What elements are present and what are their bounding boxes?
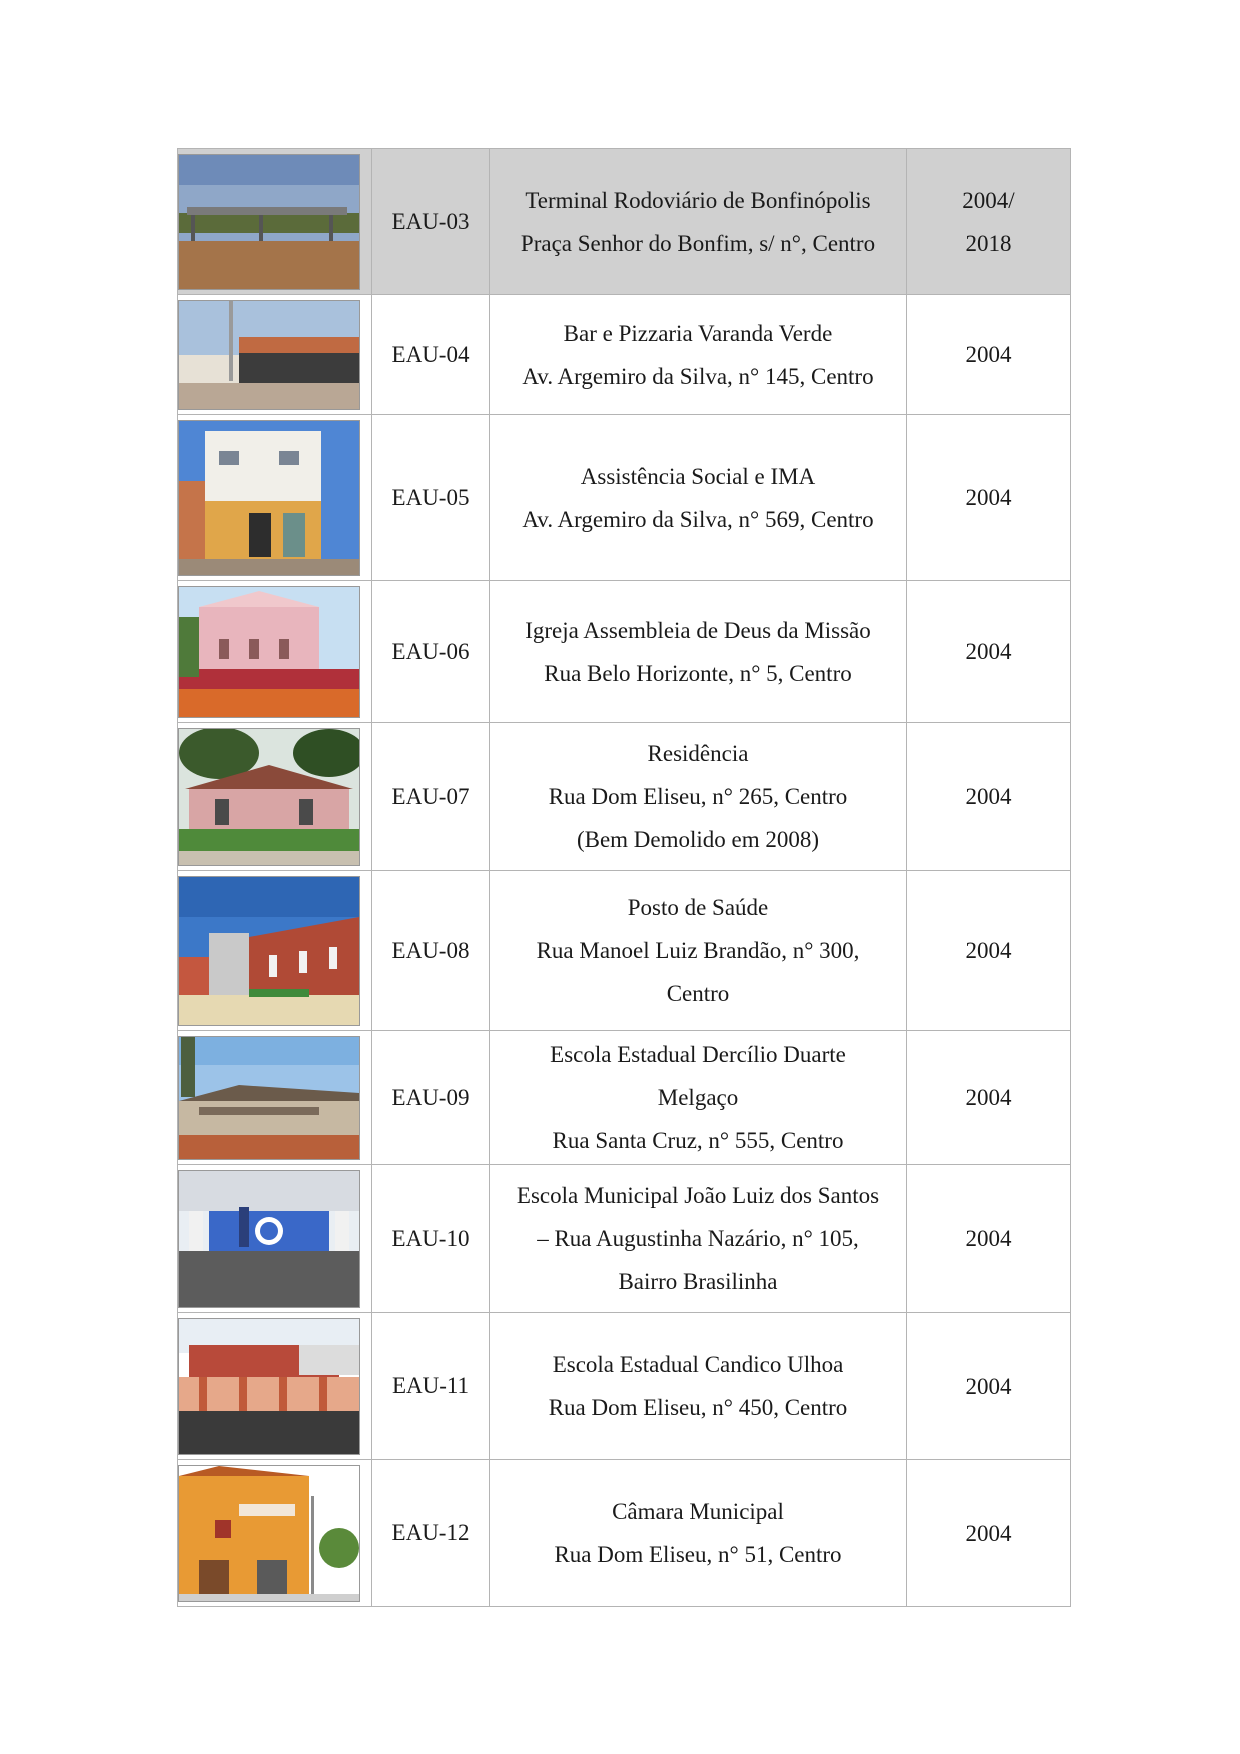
asset-code: EAU-05 [372,415,490,581]
registration-year [907,871,1071,1031]
school-photo [178,1036,360,1160]
asset-code: EAU-10 [372,1165,490,1313]
asset-code: EAU-04 [372,295,490,415]
description-line: Terminal Rodoviário de Bonfinópolis [525,187,871,213]
asset-code: EAU-07 [372,723,490,871]
bus-terminal-photo [178,154,360,290]
year-line: 2004 [965,1226,1012,1251]
table-row [178,581,1071,723]
asset-code: EAU-06 [372,581,490,723]
table-row [178,149,1071,295]
asset-description [490,415,907,581]
table-row [178,723,1071,871]
registration-year [907,149,1071,295]
table-row [178,1313,1071,1460]
registration-year [907,1031,1071,1165]
photo-cell [178,1165,372,1313]
description-line: Centro [666,981,730,1006]
table-row [178,1165,1071,1313]
description-line: – Rua Augustinha Nazário, n° 105, [537,1226,859,1251]
photo-cell [178,1313,372,1460]
photo-cell [178,581,372,723]
parade-photo [178,1170,360,1308]
table-row [178,1460,1071,1607]
city-council-photo [178,1465,360,1602]
asset-description [490,871,907,1031]
description-line: Residência [647,741,749,766]
description-line: Av. Argemiro da Silva, n° 145, Centro [522,363,874,389]
photo-cell [178,723,372,871]
photo-cell [178,149,372,295]
description-line: Rua Dom Eliseu, n° 51, Centro [554,1542,842,1567]
asset-code: EAU-09 [372,1031,490,1165]
year-line: 2018 [965,230,1012,256]
description-line: Escola Municipal João Luiz dos Santos [516,1183,880,1208]
asset-code: EAU-08 [372,871,490,1031]
asset-description [490,581,907,723]
asset-description [490,1460,907,1607]
table-row [178,1031,1071,1165]
registration-year [907,581,1071,723]
two-story-building-photo [178,420,360,576]
description-line: Escola Estadual Dercílio Duarte [550,1042,846,1067]
description-line: Rua Manoel Luiz Brandão, n° 300, [536,938,860,963]
table-row [178,871,1071,1031]
description-line: Posto de Saúde [627,895,769,920]
registration-year [907,1313,1071,1460]
photo-cell [178,295,372,415]
asset-code: EAU-03 [372,149,490,295]
description-line: Assistência Social e IMA [580,463,816,489]
church-photo [178,586,360,718]
asset-code: EAU-12 [372,1460,490,1607]
registration-year [907,1165,1071,1313]
health-post-photo [178,876,360,1026]
table-row [178,295,1071,415]
photo-cell [178,1460,372,1607]
year-line: 2004 [965,938,1012,963]
description-line: Escola Estadual Candico Ulhoa [552,1352,844,1377]
asset-description [490,295,907,415]
description-line: Rua Dom Eliseu, n° 450, Centro [548,1395,848,1420]
year-line: 2004 [965,1520,1012,1546]
asset-description [490,149,907,295]
asset-code: EAU-11 [372,1313,490,1460]
asset-description [490,1313,907,1460]
description-line: Melgaço [657,1085,739,1110]
photo-cell [178,871,372,1031]
photo-cell [178,1031,372,1165]
description-line: Av. Argemiro da Silva, n° 569, Centro [522,506,874,532]
description-line: (Bem Demolido em 2008) [576,827,820,852]
description-line: Bar e Pizzaria Varanda Verde [563,320,833,346]
asset-description [490,1031,907,1165]
description-line: Câmara Municipal [612,1499,784,1524]
old-house-photo [178,728,360,866]
description-line: Igreja Assembleia de Deus da Missão [525,617,871,643]
description-line: Praça Senhor do Bonfim, s/ n°, Centro [520,230,876,256]
description-line: Rua Belo Horizonte, n° 5, Centro [544,660,852,686]
year-line: 2004 [965,1373,1012,1399]
description-line: Bairro Brasilinha [618,1269,778,1294]
registration-year [907,295,1071,415]
photo-cell [178,415,372,581]
year-line: 2004 [965,485,1012,510]
table-row [178,415,1071,581]
year-line: 2004 [965,342,1012,367]
registration-year [907,723,1071,871]
registration-year [907,1460,1071,1607]
school-wall-photo [178,1318,360,1455]
year-line: 2004/ [962,187,1015,213]
heritage-inventory-table [177,148,1071,1607]
year-line: 2004 [965,1085,1012,1110]
year-line: 2004 [965,639,1012,664]
registration-year [907,415,1071,581]
bar-photo [178,300,360,410]
asset-description [490,1165,907,1313]
description-line: Rua Dom Eliseu, n° 265, Centro [548,784,848,809]
year-line: 2004 [965,784,1012,809]
asset-description [490,723,907,871]
description-line: Rua Santa Cruz, n° 555, Centro [552,1128,844,1153]
